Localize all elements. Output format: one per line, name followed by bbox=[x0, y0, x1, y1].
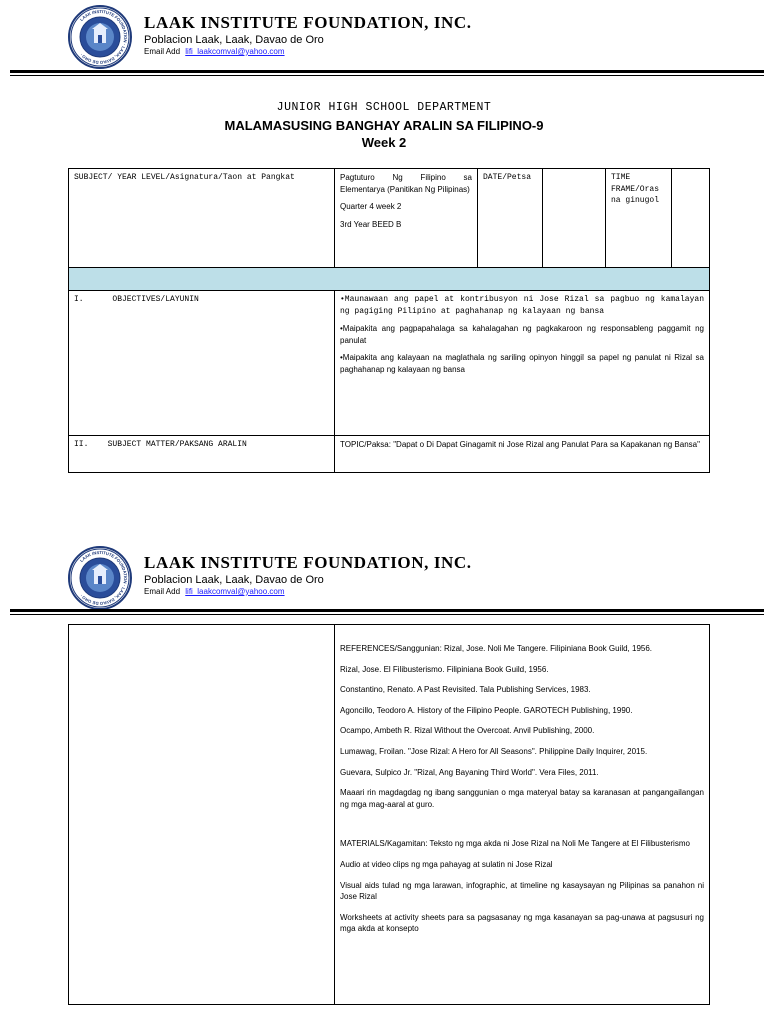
year-text: 3rd Year BEED B bbox=[340, 219, 402, 229]
section-band-cell bbox=[69, 268, 710, 291]
references-content-cell bbox=[335, 625, 710, 1005]
svg-text:LAAK INSTITUTE FOUNDATION · LA: LAAK INSTITUTE FOUNDATION · LAAK, DAVAO DE ORO · bbox=[78, 549, 129, 607]
material-item: Visual aids tulad ng mga larawan, infographic, at timeline ng kasaysayan ng Pilipinas sa panahon ni Jose Rizal bbox=[340, 880, 704, 902]
letterhead bbox=[0, 0, 768, 80]
org-name: LAAK INSTITUTE FOUNDATION, INC. bbox=[144, 13, 472, 32]
org-name: LAAK INSTITUTE FOUNDATION, INC. bbox=[144, 553, 472, 572]
objective-item: •Maunawaan ang papel at kontribusyon ni Jose Rizal sa pagbuo ng kamalayan ng pagiging Pilipino at paghahanap ng kalayaan ng bansa bbox=[340, 295, 704, 316]
reference-item: Ocampo, Ambeth R. Rizal Without the Overcoat. Anvil Publishing, 2000. bbox=[340, 726, 595, 736]
objectives-content-cell bbox=[335, 291, 710, 436]
subject-value: Pagtuturo Ng Filipino sa Elementarya (Panitikan Ng Pilipinas) bbox=[340, 173, 472, 194]
material-item: Audio at video clips ng mga pahayag at sulatin ni Jose Rizal bbox=[340, 859, 553, 869]
reference-item: Lumawag, Froilan. "Jose Rizal: A Hero for All Seasons". Philippine Daily Inquirer, 2015. bbox=[340, 746, 648, 756]
subject-label-cell bbox=[69, 169, 335, 268]
school-seal-logo bbox=[68, 546, 132, 610]
org-email bbox=[144, 587, 285, 596]
objectives-row bbox=[69, 291, 710, 436]
references-table bbox=[68, 624, 710, 1005]
quarter-text: Quarter 4 week 2 bbox=[340, 202, 402, 212]
letterhead bbox=[0, 540, 768, 620]
date-label-cell bbox=[478, 169, 543, 268]
svg-text:LAAK INSTITUTE FOUNDATION · LA: LAAK INSTITUTE FOUNDATION · LAAK, DAVAO DE ORO · bbox=[78, 8, 129, 66]
reference-item: REFERENCES/Sanggunian: Rizal, Jose. Noli Me Tangere. Filipiniana Book Guild, 1956. bbox=[340, 644, 653, 653]
time-label-cell bbox=[606, 169, 672, 268]
email-link[interactable]: lifi_laakcomval@yahoo.com bbox=[185, 47, 285, 56]
lesson-plan-table bbox=[68, 168, 710, 473]
subject-label: SUBJECT/ YEAR LEVEL/Asignatura/Taon at Pangkat bbox=[74, 173, 295, 182]
objectives-label: I. OBJECTIVES/LAYUNIN bbox=[74, 295, 199, 304]
header-rule bbox=[10, 609, 764, 612]
references-row bbox=[69, 625, 710, 1005]
email-link[interactable]: lifi_laakcomval@yahoo.com bbox=[185, 587, 285, 596]
reference-item: Agoncillo, Teodoro A. History of the Filipino People. GAROTECH Publishing, 1990. bbox=[340, 705, 633, 715]
subject-matter-label: II. SUBJECT MATTER/PAKSANG ARALIN bbox=[74, 440, 247, 449]
material-item: Worksheets at activity sheets para sa pagsasanay ng mga kasanayan sa pag-unawa at pagsusuri ng mga akda at konsepto bbox=[340, 912, 704, 934]
reference-item: Constantino, Renato. A Past Revisited. Tala Publishing Services, 1983. bbox=[340, 685, 591, 695]
objectives-label-cell bbox=[69, 291, 335, 436]
objective-item: •Maipakita ang pagpapahalaga sa kahalagahan ng pagkakaroon ng responsableng paggamit ng panulat bbox=[340, 324, 704, 345]
info-row bbox=[69, 169, 710, 268]
email-label: Email Add bbox=[144, 587, 181, 596]
subject-value-cell bbox=[335, 169, 478, 268]
reference-item: Maaari rin magdagdag ng ibang sanggunian o mga materyal batay sa karanasan at pangangailangan ng mga mag-aaral at guro. bbox=[340, 788, 704, 809]
document-week: Week 2 bbox=[361, 135, 407, 150]
section-band bbox=[69, 268, 710, 291]
document-title: MALAMASUSING BANGHAY ARALIN SA FILIPINO-9 bbox=[224, 118, 544, 133]
org-address: Poblacion Laak, Laak, Davao de Oro bbox=[144, 574, 324, 586]
department-heading: JUNIOR HIGH SCHOOL DEPARTMENT bbox=[276, 101, 492, 114]
org-email bbox=[144, 47, 285, 56]
reference-item: Guevara, Sulpico Jr. "Rizal, Ang Bayaning Third World". Vera Files, 2011. bbox=[340, 767, 599, 777]
subject-matter-row bbox=[69, 436, 710, 473]
reference-item: Rizal, Jose. El Filibusterismo. Filipiniana Book Guild, 1956. bbox=[340, 664, 549, 674]
date-value-cell[interactable] bbox=[543, 169, 606, 268]
header-rule-thin bbox=[10, 614, 764, 615]
email-label: Email Add bbox=[144, 47, 181, 56]
time-label: TIME FRAME/Oras na ginugol bbox=[611, 173, 660, 206]
topic-cell bbox=[335, 436, 710, 473]
date-label: DATE/Petsa bbox=[483, 173, 532, 182]
subject-matter-label-cell bbox=[69, 436, 335, 473]
references-left-cell bbox=[69, 625, 335, 1005]
topic-text: TOPIC/Paksa: "Dapat o Di Dapat Ginagamit ni Jose Rizal ang Panulat Para sa Kapakanan ng Bansa" bbox=[340, 440, 700, 449]
org-address: Poblacion Laak, Laak, Davao de Oro bbox=[144, 34, 324, 46]
material-item: MATERIALS/Kagamitan: Teksto ng mga akda ni Jose Rizal na Noli Me Tangere at El Filibusterismo bbox=[340, 839, 690, 849]
header-rule-thin bbox=[10, 75, 764, 76]
school-seal-logo bbox=[68, 5, 132, 69]
header-rule bbox=[10, 70, 764, 73]
objective-item: •Maipakita ang kalayaan na maglathala ng sariling opinyon hinggil sa papel ng panulat ni Rizal sa paghahanap ng kalayaan ng bansa bbox=[340, 353, 704, 374]
time-value-cell[interactable] bbox=[672, 169, 710, 268]
